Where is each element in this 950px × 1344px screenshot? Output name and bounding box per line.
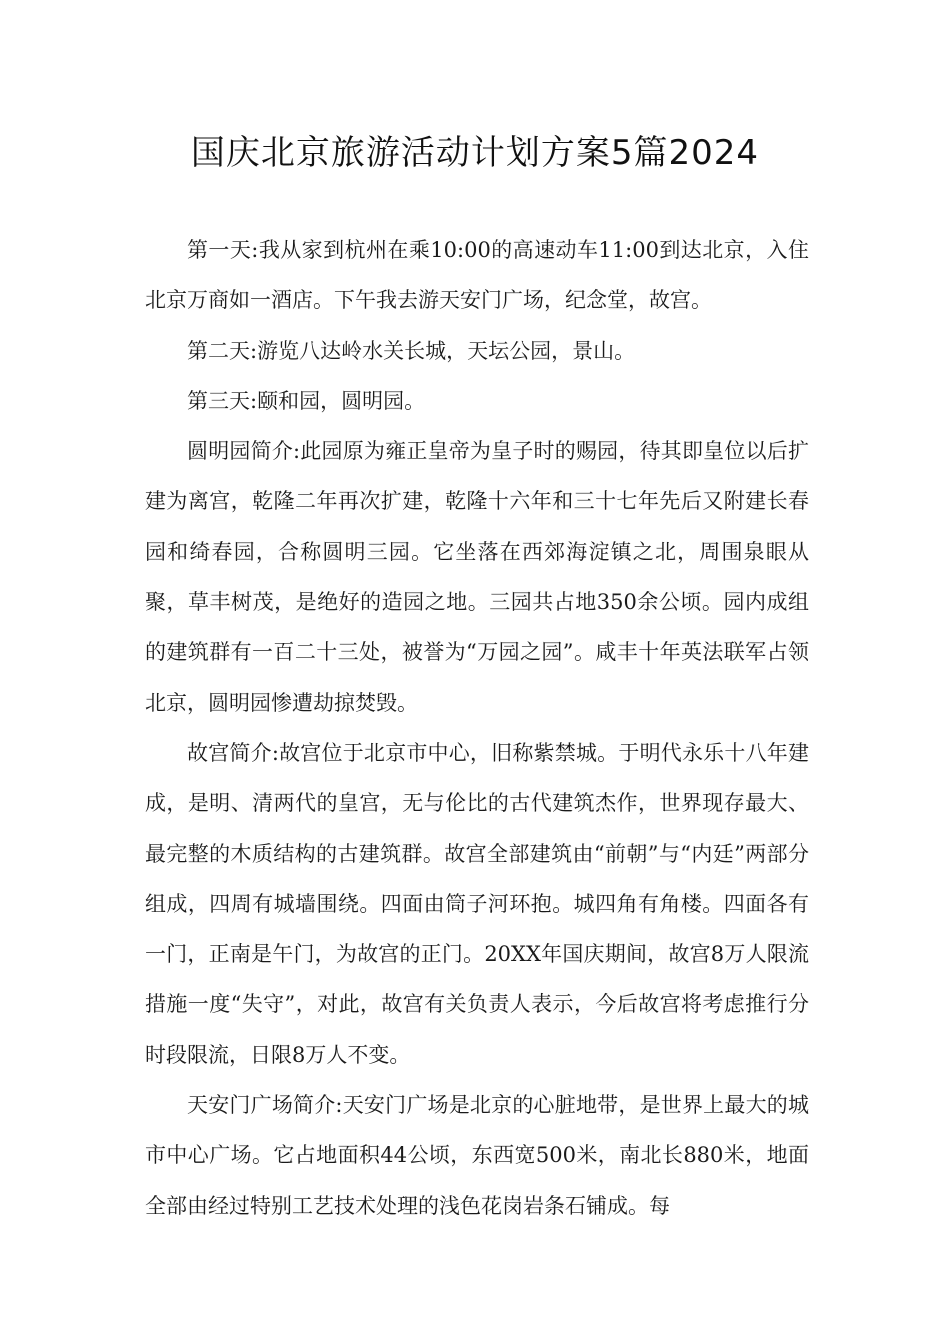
- paragraph-day-one: 第一天:我从家到杭州在乘10:00的高速动车11:00到达北京，入住北京万商如一酒店。下午我去游天安门广场，纪念堂，故宫。: [145, 238, 809, 313]
- paragraph-yuanmingyuan: 圆明园简介:此园原为雍正皇帝为皇子时的赐园，待其即皇位以后扩建为离宫，乾隆二年再次扩建，乾隆十六年和三十七年先后又附建长春园和绮春园，合称圆明三园。它坐落在西郊海淀镇之北，周围泉眼从聚，草丰树茂，是绝好的造园之地。三园共占地350余公顷。园内成组的建筑群有一百二十三处，被誉为“万园之园”。咸丰十年英法联军占领北京，圆明园惨遭劫掠焚毁。: [145, 439, 809, 715]
- paragraph-gugong: 故宫简介:故宫位于北京市中心，旧称紫禁城。于明代永乐十八年建成，是明、清两代的皇宫，无与伦比的古代建筑杰作，世界现存最大、最完整的木质结构的古建筑群。故宫全部建筑由“前朝”与“内廷”两部分组成，四周有城墙围绕。四面由筒子河环抱。城四角有角楼。四面各有一门，正南是午门，为故宫的正门。20XX年国庆期间，故宫8万人限流措施一度“失守”，对此，故宫有关负责人表示，今后故宫将考虑推行分时段限流，日限8万人不变。: [145, 740, 809, 1067]
- paragraph-day-two: 第二天:游览八达岭水关长城，天坛公园，景山。: [187, 338, 636, 363]
- paragraph-tiananmen: 天安门广场简介:天安门广场是北京的心脏地带，是世界上最大的城市中心广场。它占地面积44公顷，东西宽500米，南北长880米，地面全部由经过特别工艺技术处理的浅色花岗岩条石铺成。每: [145, 1093, 809, 1218]
- document-title: 国庆北京旅游活动计划方案5篇2024: [190, 133, 760, 173]
- document-body: [145, 225, 809, 1231]
- paragraph-day-three: 第三天:颐和园，圆明园。: [187, 388, 426, 413]
